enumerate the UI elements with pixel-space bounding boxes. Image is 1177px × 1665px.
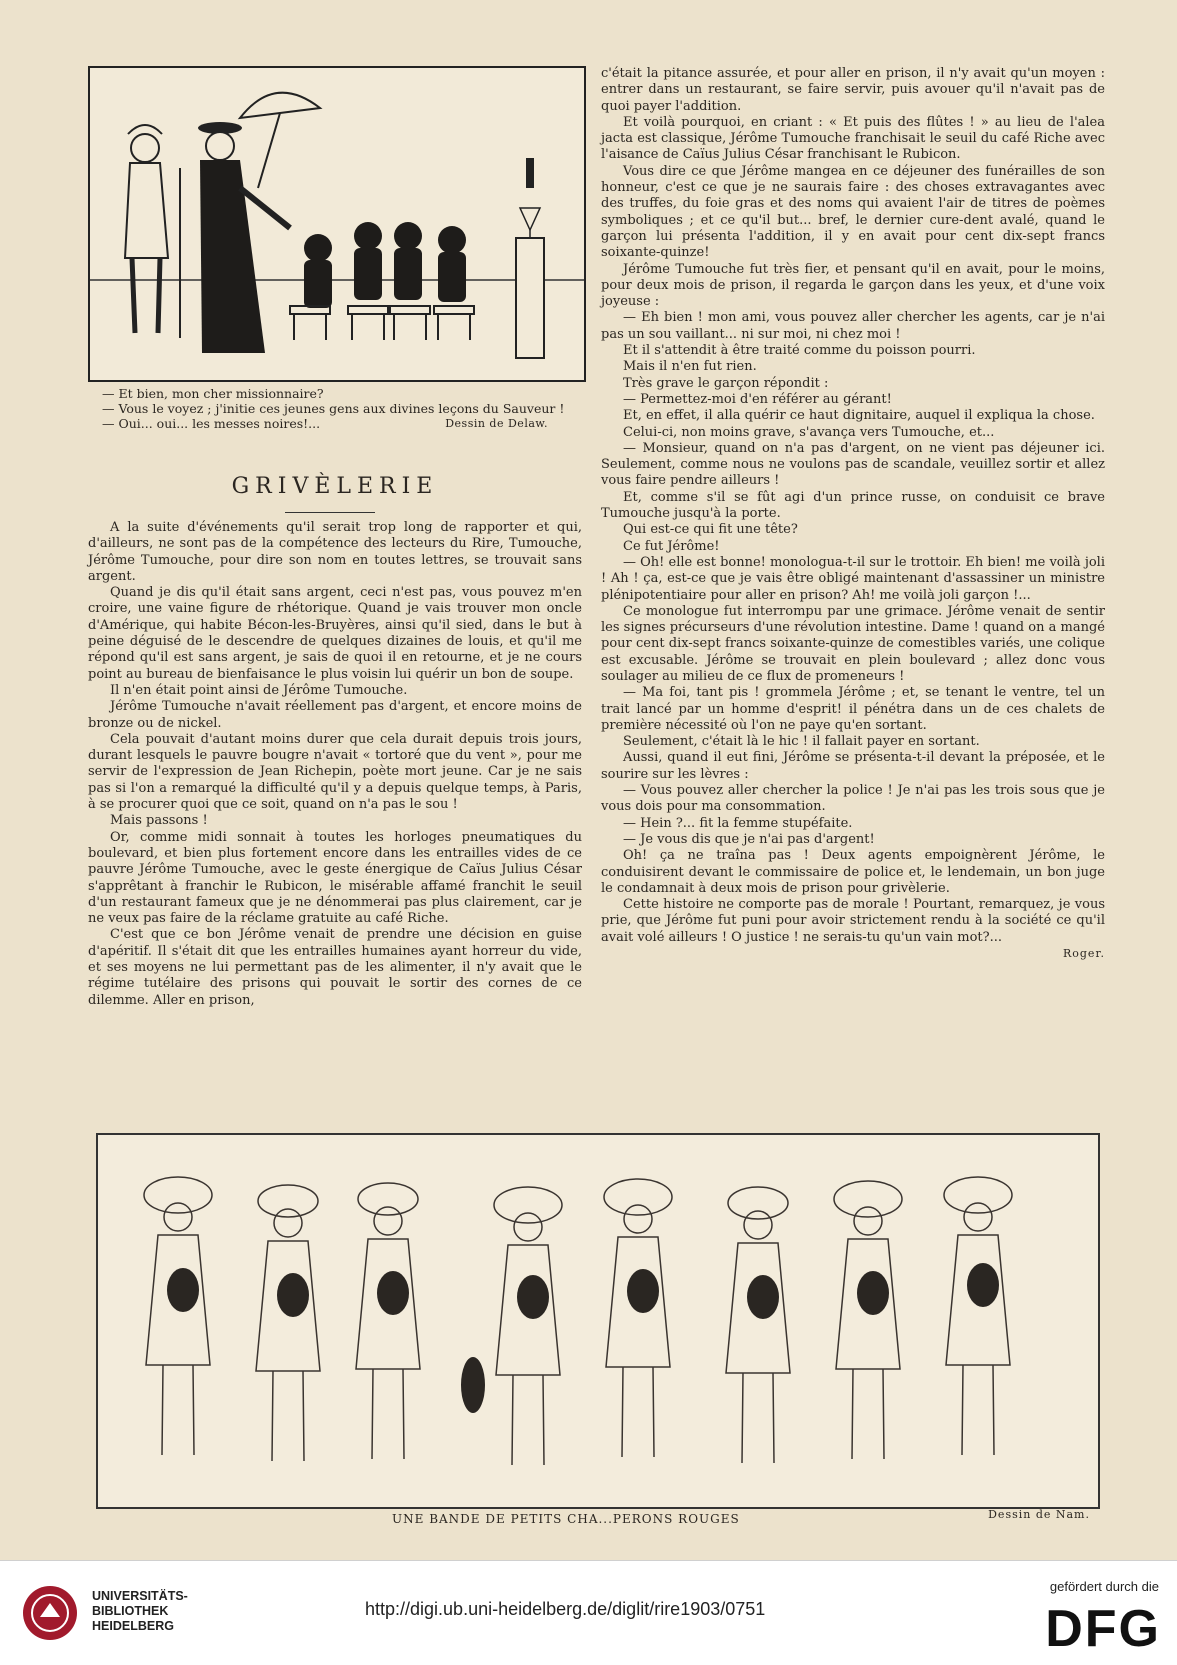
paragraph: — Monsieur, quand on n'a pas d'argent, on ne vient pas déjeuner ici. Seulement, comme nous ne voulons pas de scandale, veuillez sortir et allez vous faire pendre ailleurs !	[601, 440, 1105, 489]
bottom-illustration	[96, 1133, 1100, 1509]
illustration-credit: Dessin de Delaw.	[445, 417, 548, 430]
paragraph: Celui-ci, non moins grave, s'avança vers Tumouche, et...	[623, 424, 995, 440]
paragraph: c'était la pitance assurée, et pour aller en prison, il n'y avait qu'un moyen : entrer dans un restaurant, se faire servir, puis avouer qu'il n'avait pas de quoi payer l'addition.	[601, 66, 1105, 114]
university-seal-icon	[20, 1583, 80, 1643]
caption-line: — Oui... oui... les messes noires!...	[102, 416, 321, 431]
paragraph: Et voilà pourquoi, en criant : « Et puis des flûtes ! » au lieu de l'alea jacta est classique, Jérôme Tumouche franchisait le seuil du café Riche avec l'aisance de Caïus Julius César franchisant le Rubicon.	[601, 114, 1105, 163]
paragraph: Ce monologue fut interrompu par une grimace. Jérôme venait de sentir les signes précurseurs d'une révolution intestine. Dame ! quand on a mangé pour cent dix-sept francs soixante-quinze de comestibles variés, une colique est excusable. Jérôme se trouvait en plein boulevard ; allez donc vous soulager au milieu de ce flux de promeneurs !	[601, 603, 1105, 684]
title-ornament	[285, 512, 375, 519]
paragraph: Cela pouvait d'autant moins durer que cela durait depuis trois jours, durant lesquels le pauvre bougre n'avait « tortoré que du vent », pour me servir de l'expression de Jean Richepin, poète mort jeune. Car je ne sais pas si l'on a remarqué la difficulté qu'il y a depuis quelque temps, à Paris, à se procurer quoi que ce soit, quand on n'a pas le sou !	[88, 731, 582, 813]
paragraph: Mais il n'en fut rien.	[623, 359, 757, 375]
paragraph: Oh! ça ne traîna pas ! Deux agents empoignèrent Jérôme, le conduisirent devant le commissaire de police et, le lendemain, un bon juge le condamnait à deux mois de prison pour grivèlerie.	[601, 848, 1105, 896]
paragraph: Jérôme Tumouche n'avait réellement pas d'argent, et encore moins de bronze ou de nickel.	[88, 699, 582, 731]
article-title: GRIVÈLERIE	[231, 474, 439, 499]
paragraph: — Permettez-moi d'en référer au gérant!	[623, 391, 892, 407]
article-column-left	[88, 520, 582, 1009]
dfg-logo: DFG	[1045, 1600, 1161, 1658]
author-signature: Roger.	[1062, 947, 1105, 961]
sponsor-caption: gefördert durch die	[1049, 1579, 1159, 1594]
institution-line: UNIVERSITÄTS-	[92, 1589, 188, 1603]
caption-line: — Vous le voyez ; j'initie ces jeunes gens aux divines leçons du Sauveur !	[102, 401, 565, 416]
paragraph: — Vous pouvez aller chercher la police ! Je n'ai pas les trois sous que je vous dois pour ma consommation.	[601, 783, 1105, 815]
paragraph: Très grave le garçon répondit :	[623, 375, 829, 391]
illustration-credit: Dessin de Nam.	[988, 1508, 1090, 1521]
caption-line-with-credit	[88, 416, 582, 431]
paragraph: Et, comme s'il se fût agi d'un prince russe, on conduisit ce brave Tumouche jusqu'à la porte.	[601, 489, 1105, 522]
paragraph: — Hein ?... fit la femme stupéfaite.	[623, 815, 853, 831]
top-illustration	[88, 66, 586, 382]
paragraph: C'est que ce bon Jérôme venait de prendre une décision en guise d'apéritif. Il s'était dit que les entrailles humaines ayant horreur du vide, et ses moyens ne lui permettant pas de les alimenter, il n'y avait que le régime tutélaire des prisons qui pouvait le sortir des cornes de ce dilemme. Aller en prison,	[88, 927, 582, 1008]
paragraph: — Oh! elle est bonne! monologua-t-il sur le trottoir. Eh bien! me voilà joli ! Ah ! ça, est-ce que je vais être obligé maintenant d'assassiner un ministre plénipotentiaire pour aller en prison? Ah! me voilà joli garçon !...	[601, 554, 1105, 603]
source-url-link[interactable]: http://digi.ub.uni-heidelberg.de/diglit/rire1903/0751	[365, 1599, 766, 1619]
paragraph: Qui est-ce qui fit une tête?	[623, 522, 798, 538]
paragraph: Jérôme Tumouche fut très fier, et pensant qu'il en avait, pour le moins, pour deux mois de prison, il regarda le garçon dans les yeux, et d'une voix joyeuse :	[601, 261, 1105, 310]
paragraph: Cette histoire ne comporte pas de morale ! Pourtant, remarquez, je vous prie, que Jérôme fut puni pour avoir strictement rendu à la société ce qu'il avait volé ailleurs ! O justice ! ne serais-tu qu'un vain mot?...	[601, 897, 1105, 945]
paragraph: Et il s'attendit à être traité comme du poisson pourri.	[623, 343, 976, 359]
caption-line: — Et bien, mon cher missionnaire?	[102, 386, 324, 401]
paragraph: — Eh bien ! mon ami, vous pouvez aller chercher les agents, car je n'ai pas un sou vaillant... ni sur moi, ni chez moi !	[601, 310, 1105, 342]
paragraph: Or, comme midi sonnait à toutes les horloges pneumatiques du boulevard, et bien plus fortement encore dans les entrailles vides de ce pauvre Jérôme Tumouche, avec le geste énergique de Caïus Julius César s'apprêtant à franchir le Rubicon, le misérable affamé franchit le seuil d'un restaurant fameux que je ne dénommerai pas plus clairement, car je ne veux pas faire de la réclame gratuite au café Riche.	[88, 829, 582, 927]
institution-line: BIBLIOTHEK	[92, 1604, 169, 1618]
paragraph: Il n'en était point ainsi de Jérôme Tumouche.	[110, 682, 408, 698]
article-column-right	[601, 66, 1105, 962]
girls-with-cats-drawing	[98, 1135, 1098, 1507]
digitization-footer	[0, 1560, 1177, 1665]
paragraph: A la suite d'événements qu'il serait trop long de rapporter et qui, d'ailleurs, ne sont pas de la compétence des lecteurs du Rire, Tumouche, Jérôme Tumouche, pour dire son nom en toutes lettres, se trouvait sans argent.	[88, 520, 582, 584]
paragraph: Ce fut Jérôme!	[623, 538, 720, 554]
illustration-title: UNE BANDE DE PETITS CHA...PERONS ROUGES	[392, 1512, 740, 1526]
paragraph: — Je vous dis que je n'ai pas d'argent!	[623, 831, 875, 847]
paragraph: — Ma foi, tant pis ! grommela Jérôme ; et, se tenant le ventre, tel un trait lancé par un homme d'esprit! il pénétra dans un de ces chalets de première nécessité où l'on ne paye qu'en sortant.	[601, 685, 1105, 733]
paragraph: Et, en effet, il alla quérir ce haut dignitaire, auquel il expliqua la chose.	[623, 408, 1095, 424]
missionary-drawing	[90, 68, 584, 380]
institution-name	[92, 1589, 188, 1634]
paragraph: Seulement, c'était là le hic ! il fallait payer en sortant.	[623, 734, 980, 750]
institution-line: HEIDELBERG	[92, 1619, 174, 1633]
top-caption	[88, 386, 582, 431]
paragraph: Vous dire ce que Jérôme mangea en ce déjeuner des funérailles de son honneur, c'est ce que je ne saurais faire : des choses extravagantes avec des truffes, du foie gras et des noms qui avaient l'air de titres de poèmes symboliques ; et ce qu'il but... bref, le dernier cure-dent avalé, quand le garçon lui présenta l'addition, il y en avait pour cent dix-sept francs soixante-quinze!	[601, 163, 1105, 261]
paragraph: Aussi, quand il eut fini, Jérôme se présenta-t-il devant la préposée, et le sourire sur les lèvres :	[601, 750, 1105, 782]
paragraph: Mais passons !	[110, 813, 208, 829]
paragraph: Quand je dis qu'il était sans argent, ceci n'est pas, vous pouvez m'en croire, une vaine figure de rhétorique. Quand je vais trouver mon oncle d'Amérique, qui habite Bécon-les-Bruyères, ainsi qu'il sied, dans le but à peine déguisé de le descendre de quelques dizaines de louis, et qu'il me répond qu'il est sans argent, je sais de quoi il en retourne, et je ne cours point au bureau de bienfaisance le plus voisin lui quérir un bon de soupe.	[88, 585, 582, 682]
